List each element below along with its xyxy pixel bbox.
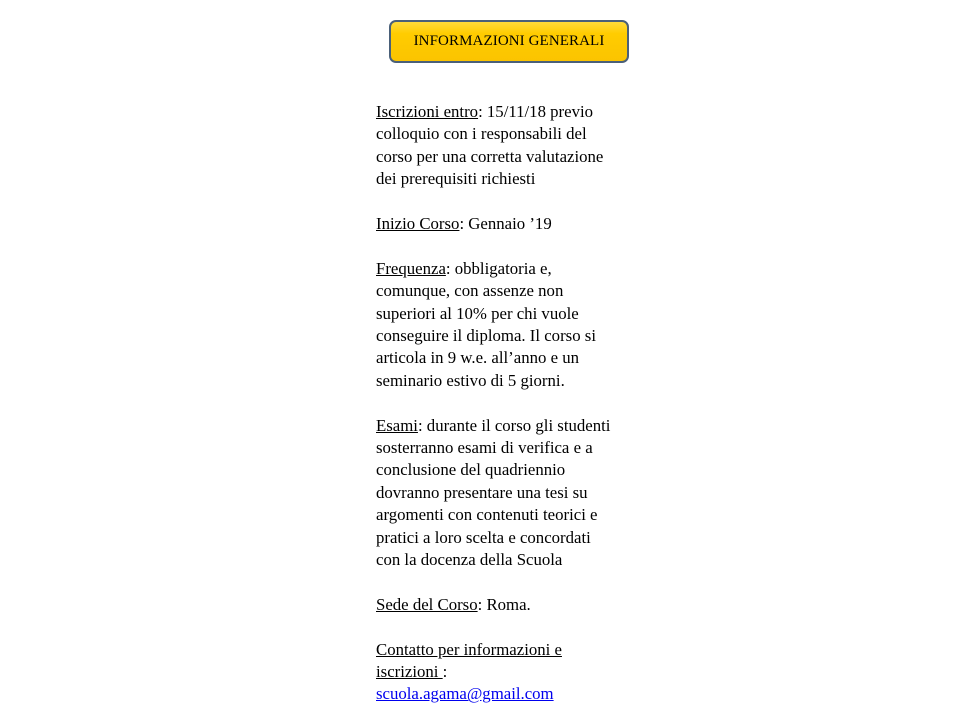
esami-text-line: dovranno presentare una tesi su bbox=[376, 482, 588, 502]
sede-label: Sede del Corso bbox=[376, 594, 478, 614]
frequenza-text-line: articola in 9 w.e. all’anno e un bbox=[376, 348, 580, 368]
contatto-label-line: iscrizioni bbox=[376, 662, 443, 682]
esami-text-line: con la docenza della Scuola bbox=[376, 550, 563, 570]
iscrizioni-section bbox=[376, 101, 646, 191]
frequenza-text-line: conseguire il diploma. Il corso si bbox=[376, 326, 596, 346]
inizio-section bbox=[376, 213, 646, 235]
esami-text-line: : durante il corso gli studenti bbox=[417, 415, 611, 435]
iscrizioni-text-line: dei prerequisiti richiesti bbox=[376, 169, 536, 189]
sede-section bbox=[376, 594, 646, 616]
inizio-label: Inizio Corso bbox=[376, 214, 460, 234]
iscrizioni-text-line: corso per una corretta valutazione bbox=[376, 146, 604, 166]
contatto-colon: : bbox=[442, 662, 448, 682]
sede-text: : Roma. bbox=[477, 594, 531, 614]
esami-label: Esami bbox=[376, 415, 418, 435]
title-box bbox=[389, 20, 629, 63]
frequenza-section bbox=[376, 258, 646, 392]
iscrizioni-label: Iscrizioni entro bbox=[376, 102, 479, 121]
esami-text-line: sosterranno esami di verifica e a bbox=[376, 438, 593, 458]
esami-text-line: conclusione del quadriennio bbox=[376, 460, 566, 480]
esami-section bbox=[376, 415, 646, 572]
frequenza-label: Frequenza bbox=[376, 258, 446, 278]
inizio-text: : Gennaio ’19 bbox=[459, 214, 552, 234]
page-title: INFORMAZIONI GENERALI bbox=[413, 33, 605, 49]
frequenza-text-line: comunque, con assenze non bbox=[376, 281, 564, 301]
frequenza-text-line: seminario estivo di 5 giorni. bbox=[376, 370, 565, 390]
iscrizioni-text-line: : 15/11/18 previo bbox=[478, 102, 594, 121]
esami-text-line: argomenti con contenuti teorici e bbox=[376, 505, 598, 525]
frequenza-text-line: superiori al 10% per chi vuole bbox=[376, 303, 579, 323]
iscrizioni-text-line: colloquio con i responsabili del bbox=[376, 124, 587, 144]
frequenza-text-line: : obbligatoria e, bbox=[445, 258, 552, 278]
contatto-label-line: Contatto per informazioni e bbox=[376, 639, 562, 659]
esami-text-line: pratici a loro scelta e concordati bbox=[376, 527, 591, 547]
email-link[interactable]: scuola.agama@gmail.com bbox=[376, 684, 554, 704]
contatto-section bbox=[376, 639, 646, 706]
info-content bbox=[376, 101, 646, 728]
